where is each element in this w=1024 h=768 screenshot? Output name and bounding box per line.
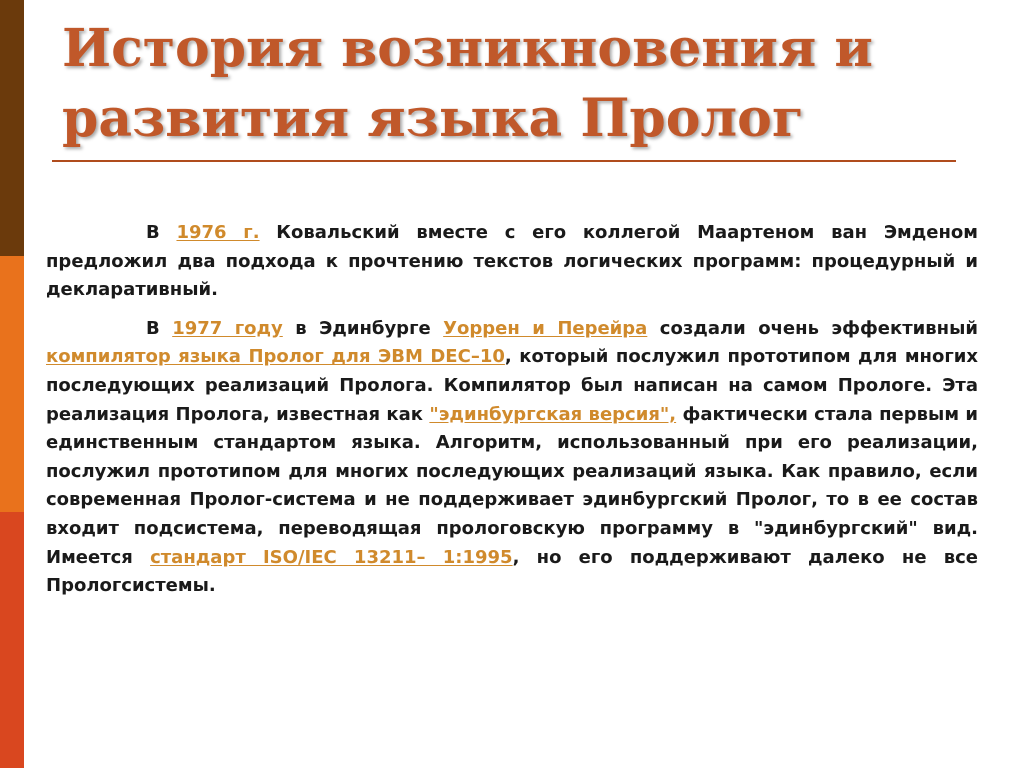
body-text	[46, 219, 978, 611]
highlighted-term: Уоррен и Перейра	[443, 317, 648, 339]
paragraph-text: Ковальский вместе с его коллегой Маартеном ван Эмденом предложил два подхода к прочтению текстов логических программ: процедурный и декларативный.	[46, 222, 979, 301]
title-divider	[52, 160, 956, 162]
side-bar-middle	[0, 256, 24, 512]
paragraph-text: в Эдинбурге	[282, 317, 444, 339]
highlighted-term: стандарт ISO/IEC 13211– 1:1995	[150, 546, 513, 568]
paragraph-text: , который послужил прототипом для многих последующих реализаций Пролога. Компилятор был написан на самом Прологе. Эта реализация Пролога, известная как	[46, 346, 978, 425]
paragraph-text: В	[146, 222, 177, 243]
slide-title	[62, 14, 962, 154]
slide-title-line1: История возникновения и	[62, 18, 874, 79]
side-bar-bottom	[0, 512, 24, 768]
highlighted-term: 1977 году	[172, 317, 283, 339]
side-bar-top	[0, 0, 24, 256]
paragraph-text: , но его поддерживают далеко не все Прологсистемы.	[46, 546, 979, 597]
paragraph-text: фактически стала первым и единственным стандартом языка. Алгоритм, использованный при его реализации, послужил прототипом для многих последующих реализаций языка. Как правило, если современная Пролог-система и не поддерживает эдинбургский Пролог, то в ее состав входит подсистема, переводящая прологовскую программу в "эдинбургский" вид. Имеется	[46, 403, 979, 568]
paragraph-text: создали очень эффективный	[647, 317, 978, 339]
highlighted-term: 1976 г.	[176, 222, 260, 243]
paragraph-1	[46, 219, 978, 305]
highlighted-term: компилятор языка Пролог для ЭВМ DEC–10	[46, 346, 505, 368]
paragraph-2	[46, 315, 978, 601]
slide-title-line2: развития языка Пролог	[62, 88, 804, 149]
highlighted-term: "эдинбургская версия",	[429, 403, 677, 425]
paragraph-text: В	[146, 317, 173, 339]
